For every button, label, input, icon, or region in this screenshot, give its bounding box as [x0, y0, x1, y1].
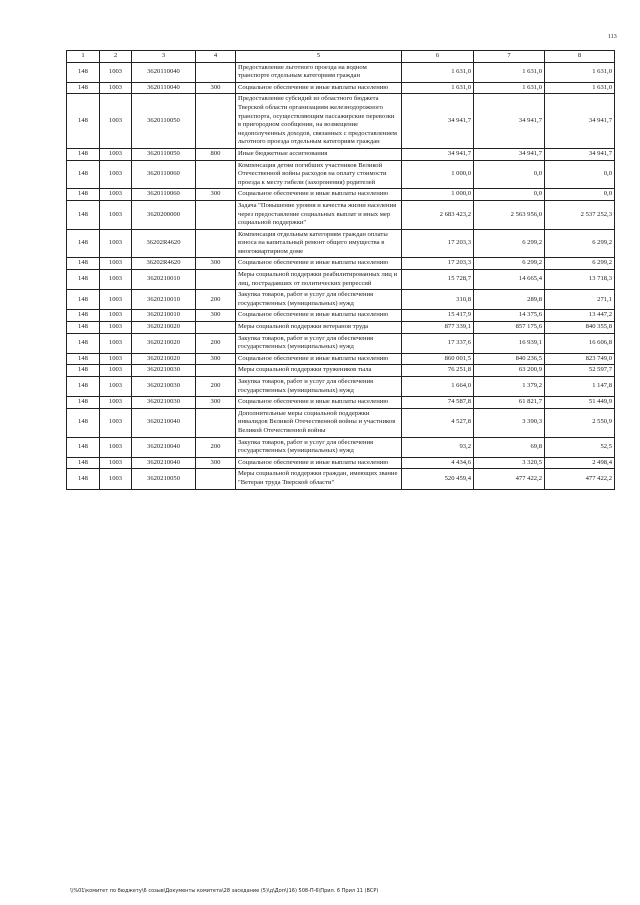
expense-type-cell: 300	[196, 258, 236, 270]
amount-year2-cell: 61 821,7	[474, 397, 545, 409]
amount-year2-cell: 14 375,6	[474, 310, 545, 322]
table-row	[67, 322, 615, 334]
table-row	[67, 353, 615, 365]
section-code-cell: 1003	[100, 200, 132, 229]
target-article-cell: 3620210040	[132, 408, 196, 437]
target-article-cell: 3620210020	[132, 322, 196, 334]
expense-type-cell	[196, 62, 236, 82]
chapter-code-cell: 148	[67, 200, 100, 229]
description-cell: Закупка товаров, работ и услуг для обеспечения государственных (муниципальных) нужд	[236, 377, 402, 397]
expense-type-cell	[196, 160, 236, 189]
table-row	[67, 160, 615, 189]
target-article-cell: 36202R4620	[132, 258, 196, 270]
amount-year1-cell: 4 434,6	[402, 457, 474, 469]
expense-type-cell: 300	[196, 82, 236, 94]
amount-year1-cell: 4 527,8	[402, 408, 474, 437]
amount-year3-cell: 1 147,8	[545, 377, 615, 397]
column-header: 7	[474, 51, 545, 63]
expense-type-cell	[196, 270, 236, 290]
amount-year3-cell: 51 449,9	[545, 397, 615, 409]
expense-type-cell: 300	[196, 397, 236, 409]
description-cell: Дополнительные меры социальной поддержки инвалидов Великой Отечественной войны и участников Великой Отечественной войны	[236, 408, 402, 437]
section-code-cell: 1003	[100, 82, 132, 94]
description-cell: Социальное обеспечение и иные выплаты населению	[236, 82, 402, 94]
amount-year1-cell: 17 203,3	[402, 258, 474, 270]
table-row	[67, 270, 615, 290]
target-article-cell: 3620210020	[132, 353, 196, 365]
amount-year3-cell: 0,0	[545, 160, 615, 189]
description-cell: Закупка товаров, работ и услуг для обеспечения государственных (муниципальных) нужд	[236, 290, 402, 310]
amount-year3-cell: 13 447,2	[545, 310, 615, 322]
section-code-cell: 1003	[100, 270, 132, 290]
amount-year3-cell: 840 355,8	[545, 322, 615, 334]
amount-year1-cell: 17 203,3	[402, 229, 474, 258]
amount-year3-cell: 52 597,7	[545, 365, 615, 377]
amount-year3-cell: 2 550,9	[545, 408, 615, 437]
chapter-code-cell: 148	[67, 353, 100, 365]
amount-year1-cell: 17 337,6	[402, 333, 474, 353]
chapter-code-cell: 148	[67, 290, 100, 310]
amount-year2-cell: 477 422,2	[474, 469, 545, 489]
chapter-code-cell: 148	[67, 189, 100, 201]
target-article-cell: 3620210040	[132, 457, 196, 469]
column-header: 6	[402, 51, 474, 63]
chapter-code-cell: 148	[67, 270, 100, 290]
target-article-cell: 3620210040	[132, 437, 196, 457]
amount-year1-cell: 1 631,0	[402, 62, 474, 82]
target-article-cell: 36202R4620	[132, 229, 196, 258]
amount-year2-cell: 63 200,9	[474, 365, 545, 377]
table-row	[67, 408, 615, 437]
target-article-cell: 3620110040	[132, 62, 196, 82]
amount-year3-cell: 16 606,8	[545, 333, 615, 353]
target-article-cell: 3620110050	[132, 148, 196, 160]
table-row	[67, 469, 615, 489]
target-article-cell: 3620110060	[132, 189, 196, 201]
description-cell: Социальное обеспечение и иные выплаты населению	[236, 397, 402, 409]
section-code-cell: 1003	[100, 397, 132, 409]
table-row	[67, 229, 615, 258]
description-cell: Меры социальной поддержки граждан, имеющих звание "Ветеран труда Тверской области"	[236, 469, 402, 489]
chapter-code-cell: 148	[67, 408, 100, 437]
amount-year3-cell: 477 422,2	[545, 469, 615, 489]
table-row	[67, 437, 615, 457]
page-number: 113	[608, 34, 617, 40]
description-cell: Иные бюджетные ассигнования	[236, 148, 402, 160]
table-row	[67, 82, 615, 94]
table-header-row	[67, 51, 615, 63]
expense-type-cell: 300	[196, 189, 236, 201]
amount-year1-cell: 15 728,7	[402, 270, 474, 290]
description-cell: Компенсация отдельным категориям граждан оплаты взноса на капитальный ремонт общего имущества в многоквартирном доме	[236, 229, 402, 258]
expense-type-cell	[196, 408, 236, 437]
chapter-code-cell: 148	[67, 333, 100, 353]
description-cell: Закупка товаров, работ и услуг для обеспечения государственных (муниципальных) нужд	[236, 333, 402, 353]
amount-year3-cell: 0,0	[545, 189, 615, 201]
amount-year1-cell: 34 941,7	[402, 94, 474, 149]
chapter-code-cell: 148	[67, 229, 100, 258]
amount-year2-cell: 2 563 956,0	[474, 200, 545, 229]
amount-year3-cell: 1 631,0	[545, 82, 615, 94]
table-row	[67, 365, 615, 377]
amount-year2-cell: 1 379,2	[474, 377, 545, 397]
expense-type-cell	[196, 365, 236, 377]
section-code-cell: 1003	[100, 258, 132, 270]
amount-year1-cell: 2 683 423,2	[402, 200, 474, 229]
column-header: 5	[236, 51, 402, 63]
table-row	[67, 290, 615, 310]
target-article-cell: 3620110060	[132, 160, 196, 189]
amount-year1-cell: 74 587,8	[402, 397, 474, 409]
target-article-cell: 3620110050	[132, 94, 196, 149]
budget-table	[66, 50, 615, 490]
expense-type-cell: 200	[196, 377, 236, 397]
description-cell: Социальное обеспечение и иные выплаты населению	[236, 310, 402, 322]
column-header: 3	[132, 51, 196, 63]
section-code-cell: 1003	[100, 310, 132, 322]
amount-year2-cell: 0,0	[474, 189, 545, 201]
section-code-cell: 1003	[100, 148, 132, 160]
expense-type-cell	[196, 469, 236, 489]
chapter-code-cell: 148	[67, 365, 100, 377]
section-code-cell: 1003	[100, 229, 132, 258]
description-cell: Социальное обеспечение и иные выплаты населению	[236, 258, 402, 270]
table-row	[67, 200, 615, 229]
target-article-cell: 3620210010	[132, 310, 196, 322]
amount-year1-cell: 15 417,9	[402, 310, 474, 322]
section-code-cell: 1003	[100, 62, 132, 82]
description-cell: Социальное обеспечение и иные выплаты населению	[236, 189, 402, 201]
chapter-code-cell: 148	[67, 469, 100, 489]
amount-year2-cell: 34 941,7	[474, 148, 545, 160]
footer-file-path: \\%01\комитет по бюджету\6 созыв\Документы комитета\28 заседание (5)\д\Доп\(16) 508-П-6\Прил. 6 Прил 11 (BCP)	[70, 888, 379, 894]
chapter-code-cell: 148	[67, 437, 100, 457]
description-cell: Закупка товаров, работ и услуг для обеспечения государственных (муниципальных) нужд	[236, 437, 402, 457]
description-cell: Предоставление льготного проезда на водном транспорте отдельным категориям граждан	[236, 62, 402, 82]
amount-year2-cell: 0,0	[474, 160, 545, 189]
description-cell: Меры социальной поддержки реабилитированных лиц и лиц, пострадавших от политических репрессий	[236, 270, 402, 290]
amount-year3-cell: 6 299,2	[545, 258, 615, 270]
target-article-cell: 3620110040	[132, 82, 196, 94]
chapter-code-cell: 148	[67, 160, 100, 189]
chapter-code-cell: 148	[67, 94, 100, 149]
amount-year2-cell: 3 390,3	[474, 408, 545, 437]
target-article-cell: 3620210010	[132, 290, 196, 310]
description-cell: Компенсация детям погибших участников Великой Отечественной войны расходов на оплату стоимости проезда к месту гибели (захоронения) родителей	[236, 160, 402, 189]
description-cell: Задача "Повышение уровня и качества жизни населения через предоставление социальных выплат и иных мер социальной поддержки"	[236, 200, 402, 229]
chapter-code-cell: 148	[67, 322, 100, 334]
amount-year3-cell: 823 749,0	[545, 353, 615, 365]
target-article-cell: 3620210030	[132, 365, 196, 377]
expense-type-cell	[196, 94, 236, 149]
column-header: 1	[67, 51, 100, 63]
section-code-cell: 1003	[100, 353, 132, 365]
expense-type-cell: 300	[196, 310, 236, 322]
amount-year3-cell: 13 718,3	[545, 270, 615, 290]
amount-year3-cell: 271,1	[545, 290, 615, 310]
amount-year1-cell: 93,2	[402, 437, 474, 457]
table-row	[67, 94, 615, 149]
table-row	[67, 457, 615, 469]
target-article-cell: 3620210030	[132, 397, 196, 409]
amount-year2-cell: 3 320,5	[474, 457, 545, 469]
section-code-cell: 1003	[100, 365, 132, 377]
section-code-cell: 1003	[100, 290, 132, 310]
amount-year3-cell: 2 537 252,3	[545, 200, 615, 229]
amount-year1-cell: 1 664,0	[402, 377, 474, 397]
table-row	[67, 258, 615, 270]
column-header: 8	[545, 51, 615, 63]
description-cell: Социальное обеспечение и иные выплаты населению	[236, 353, 402, 365]
amount-year2-cell: 14 665,4	[474, 270, 545, 290]
target-article-cell: 3620210020	[132, 333, 196, 353]
amount-year2-cell: 1 631,0	[474, 82, 545, 94]
chapter-code-cell: 148	[67, 457, 100, 469]
chapter-code-cell: 148	[67, 62, 100, 82]
section-code-cell: 1003	[100, 322, 132, 334]
expense-type-cell: 800	[196, 148, 236, 160]
amount-year2-cell: 840 236,5	[474, 353, 545, 365]
amount-year1-cell: 1 631,0	[402, 82, 474, 94]
table-row	[67, 377, 615, 397]
chapter-code-cell: 148	[67, 377, 100, 397]
section-code-cell: 1003	[100, 408, 132, 437]
amount-year1-cell: 1 000,0	[402, 189, 474, 201]
expense-type-cell	[196, 229, 236, 258]
section-code-cell: 1003	[100, 94, 132, 149]
expense-type-cell: 300	[196, 353, 236, 365]
amount-year2-cell: 6 299,2	[474, 258, 545, 270]
table-row	[67, 397, 615, 409]
table-row	[67, 310, 615, 322]
section-code-cell: 1003	[100, 377, 132, 397]
description-cell: Меры социальной поддержки тружеников тыла	[236, 365, 402, 377]
amount-year2-cell: 1 631,0	[474, 62, 545, 82]
target-article-cell: 3620210050	[132, 469, 196, 489]
amount-year1-cell: 310,8	[402, 290, 474, 310]
table-row	[67, 189, 615, 201]
section-code-cell: 1003	[100, 437, 132, 457]
amount-year2-cell: 6 299,2	[474, 229, 545, 258]
chapter-code-cell: 148	[67, 148, 100, 160]
chapter-code-cell: 148	[67, 310, 100, 322]
section-code-cell: 1003	[100, 160, 132, 189]
description-cell: Предоставление субсидий из областного бюджета Тверской области организациям железнодорожного транспорта, осуществляющим пассажирские перевозки в пригородном сообщении, на возмещение недополученных доходов, связанных с предоставлением льготного проезда отдельным категориям граждан	[236, 94, 402, 149]
amount-year1-cell: 860 001,5	[402, 353, 474, 365]
amount-year1-cell: 76 251,8	[402, 365, 474, 377]
expense-type-cell	[196, 322, 236, 334]
section-code-cell: 1003	[100, 457, 132, 469]
amount-year1-cell: 1 000,0	[402, 160, 474, 189]
expense-type-cell: 200	[196, 437, 236, 457]
expense-type-cell: 200	[196, 333, 236, 353]
description-cell: Социальное обеспечение и иные выплаты населению	[236, 457, 402, 469]
chapter-code-cell: 148	[67, 82, 100, 94]
amount-year1-cell: 877 339,1	[402, 322, 474, 334]
chapter-code-cell: 148	[67, 397, 100, 409]
target-article-cell: 3620200000	[132, 200, 196, 229]
amount-year3-cell: 34 941,7	[545, 148, 615, 160]
expense-type-cell: 300	[196, 457, 236, 469]
amount-year3-cell: 6 299,2	[545, 229, 615, 258]
target-article-cell: 3620210030	[132, 377, 196, 397]
description-cell: Меры социальной поддержки ветеранов труда	[236, 322, 402, 334]
expense-type-cell: 200	[196, 290, 236, 310]
amount-year3-cell: 52,5	[545, 437, 615, 457]
chapter-code-cell: 148	[67, 258, 100, 270]
amount-year2-cell: 16 939,1	[474, 333, 545, 353]
table-row	[67, 62, 615, 82]
section-code-cell: 1003	[100, 333, 132, 353]
amount-year3-cell: 34 941,7	[545, 94, 615, 149]
amount-year3-cell: 1 631,0	[545, 62, 615, 82]
table-row	[67, 333, 615, 353]
amount-year2-cell: 34 941,7	[474, 94, 545, 149]
expense-type-cell	[196, 200, 236, 229]
table-row	[67, 148, 615, 160]
amount-year2-cell: 857 175,6	[474, 322, 545, 334]
column-header: 4	[196, 51, 236, 63]
section-code-cell: 1003	[100, 469, 132, 489]
amount-year1-cell: 520 459,4	[402, 469, 474, 489]
amount-year2-cell: 69,8	[474, 437, 545, 457]
target-article-cell: 3620210010	[132, 270, 196, 290]
amount-year1-cell: 34 941,7	[402, 148, 474, 160]
column-header: 2	[100, 51, 132, 63]
amount-year2-cell: 289,8	[474, 290, 545, 310]
section-code-cell: 1003	[100, 189, 132, 201]
amount-year3-cell: 2 498,4	[545, 457, 615, 469]
